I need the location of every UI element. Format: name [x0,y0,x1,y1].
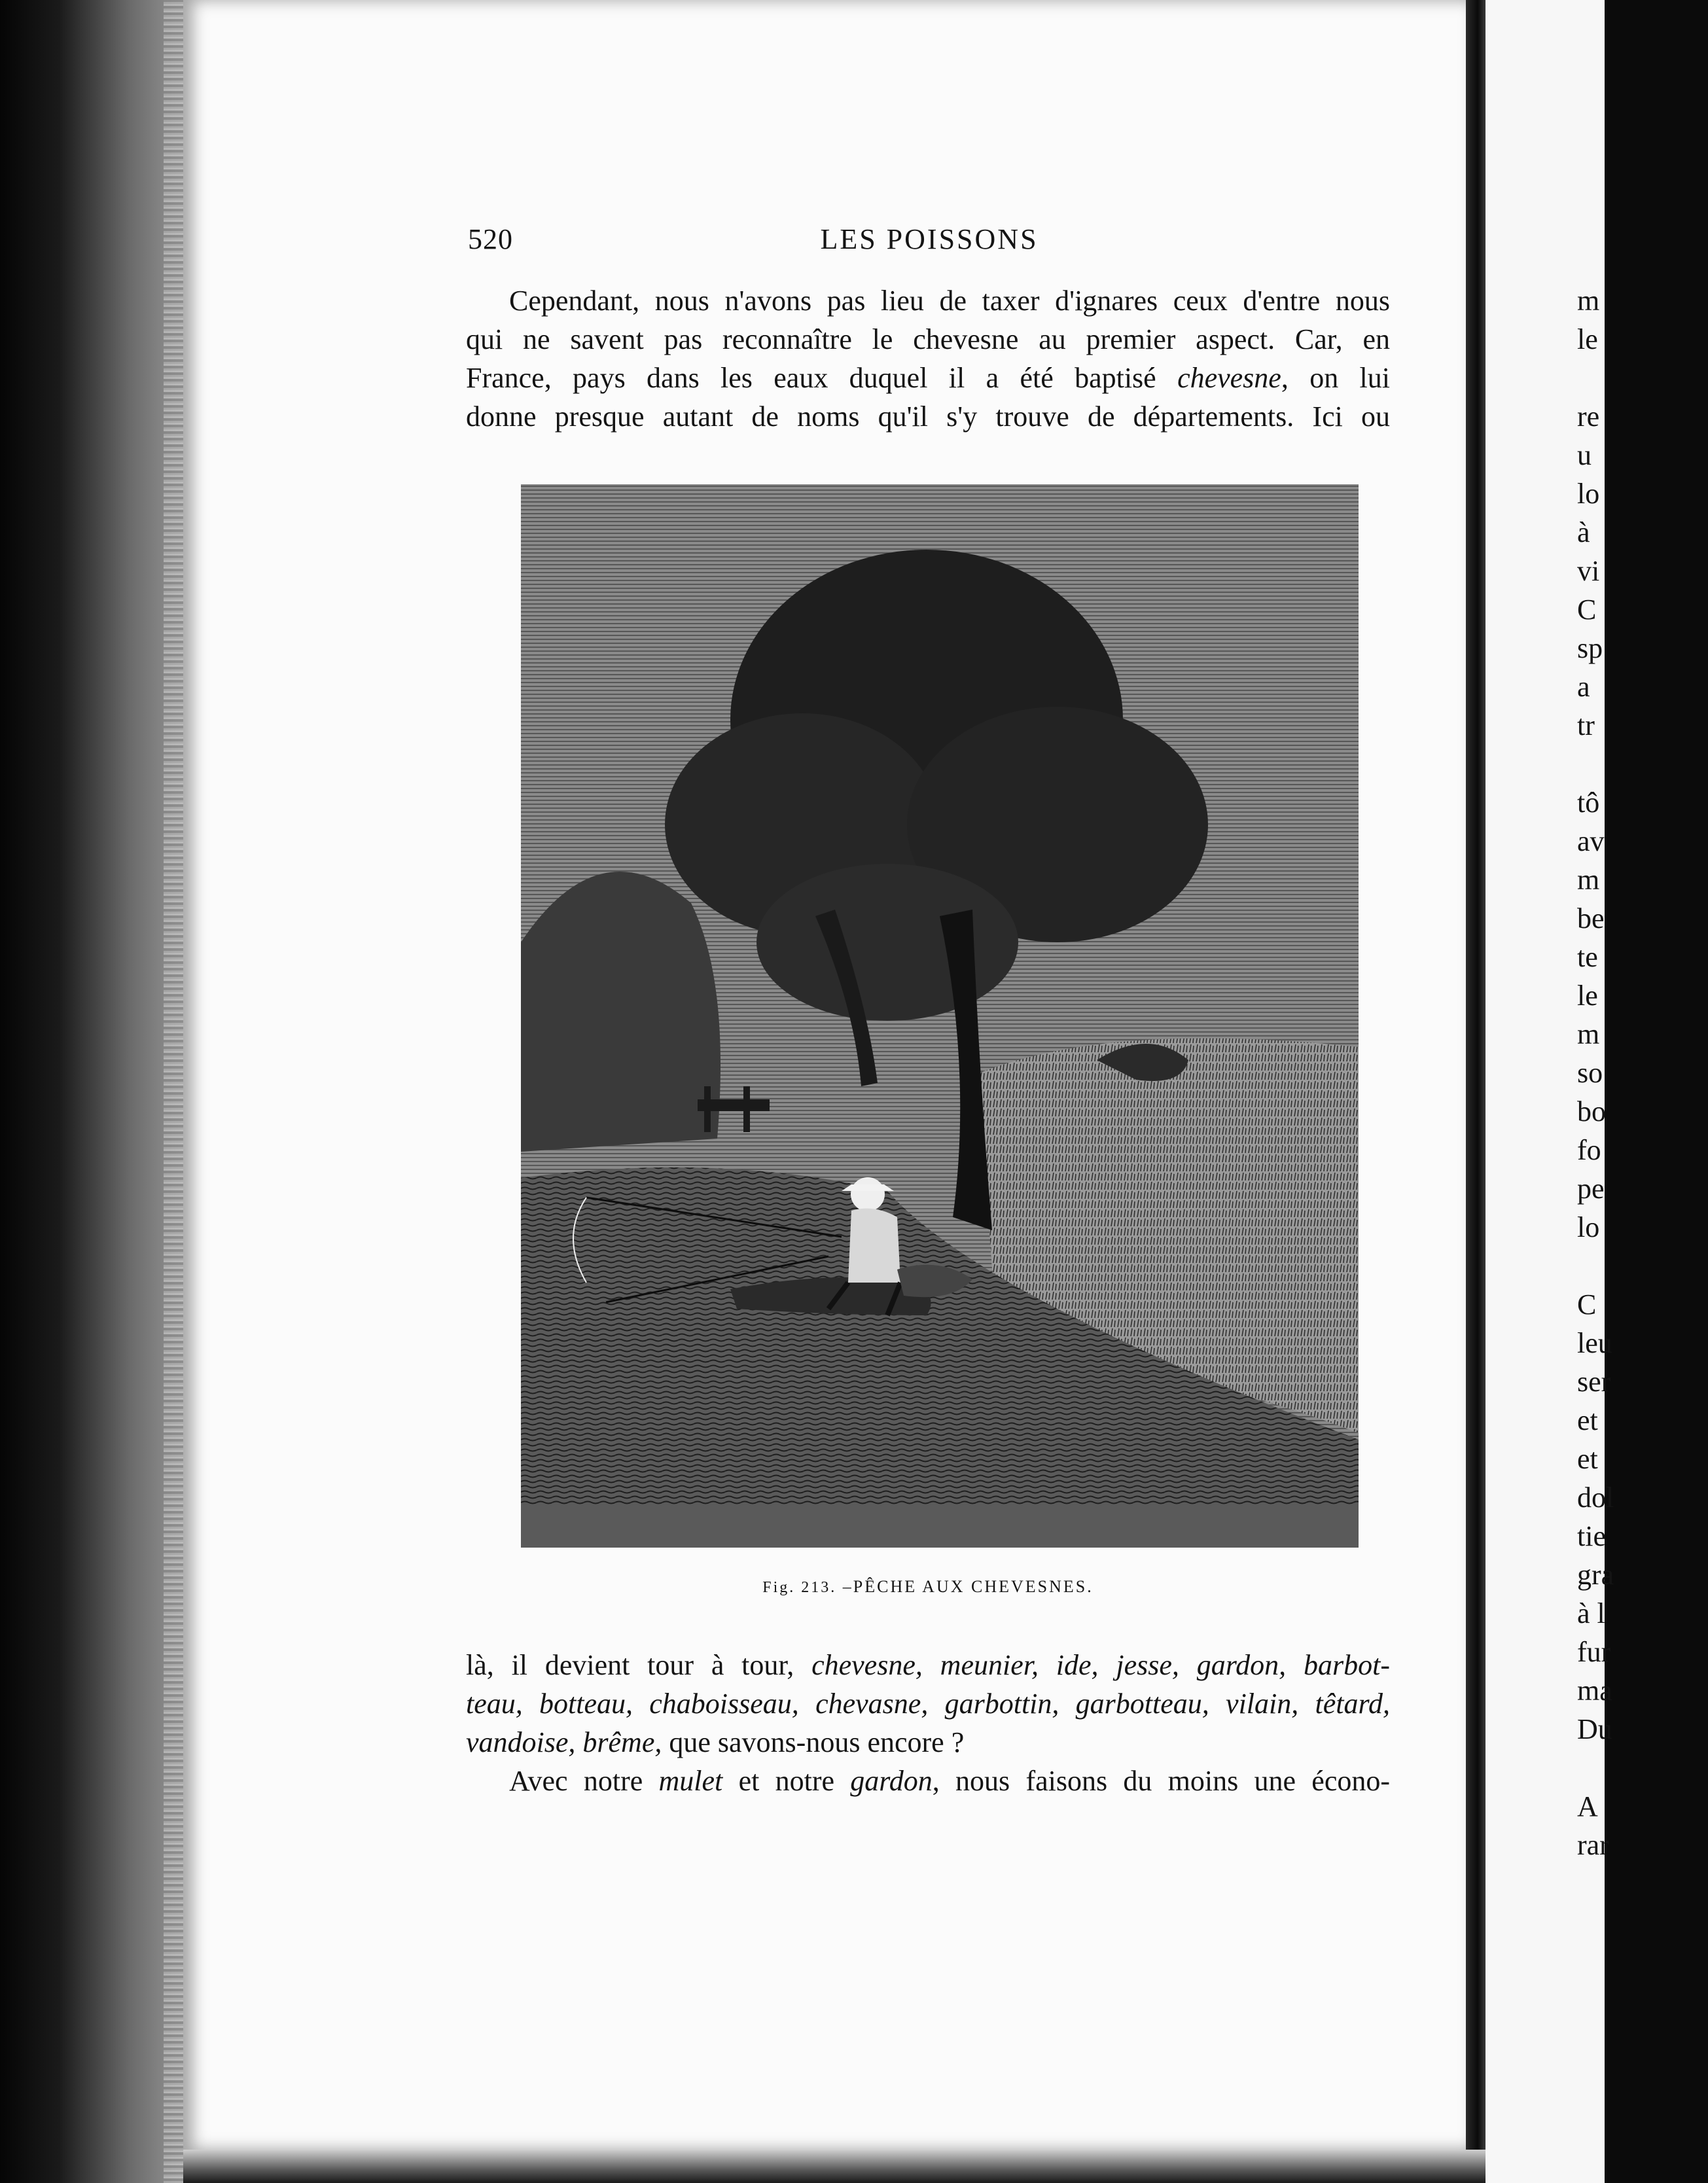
engraving-drawing [521,484,1359,1548]
facing-line-fragment: pe [1577,1173,1605,1205]
italic-term: chevesne [1177,362,1281,394]
facing-line-fragment: u [1577,439,1592,471]
facing-line-fragment: lo [1577,1211,1600,1243]
running-head [468,222,1391,262]
facing-line-fragment: be [1577,902,1605,934]
facing-line-fragment: a [1577,671,1590,703]
facing-line-fragment: dol [1577,1482,1614,1514]
text-line [466,359,1390,397]
facing-line-fragment: so [1577,1057,1603,1089]
facing-line-fragment: A [1577,1790,1598,1822]
facing-line-fragment: et [1577,1404,1598,1436]
facing-line-fragment: rar [1577,1829,1609,1861]
facing-line-fragment: leu [1577,1327,1612,1359]
facing-line-fragment [1577,359,1708,397]
facing-line-fragment [1577,1748,1708,1787]
text-segment: que savons-nous encore ? [662,1726,965,1758]
facing-line-fragment: te [1577,941,1598,973]
figure-caption [466,1577,1390,1597]
text-line: qui ne savent pas reconnaître le chevesne au premier aspect. Car, en [466,323,1390,355]
facing-line-fragment: av [1577,825,1605,857]
facing-line-fragment: à [1577,516,1590,548]
italic-term: mulet [658,1765,723,1797]
facing-line-fragment: C [1577,1288,1597,1321]
text-segment: , nous faisons du moins une écono- [932,1765,1390,1797]
facing-line-fragment: tr [1577,709,1595,741]
facing-line-fragment: bo [1577,1095,1606,1127]
facing-line-fragment: à l [1577,1597,1605,1629]
engraving-illustration [521,484,1359,1548]
page-bottom-edge [183,2150,1486,2183]
italic-terms: vandoise, brême, [466,1726,662,1758]
facing-line-fragment: re [1577,400,1600,433]
facing-line-fragment: fur [1577,1636,1611,1668]
figure-title: –PÊCHE AUX CHEVESNES. [842,1577,1094,1596]
text-line [466,1762,1390,1800]
facing-line-fragment: m [1577,285,1600,317]
facing-line-fragment: Du [1577,1713,1612,1745]
text-segment: , on lui [1281,362,1390,394]
facing-line-fragment [1577,1247,1708,1285]
text-segment: France, pays dans les eaux duquel il a été baptisé [466,362,1178,394]
text-segment: là, il devient tour à tour, [466,1649,812,1681]
text-line: donne presque autant de noms qu'il s'y trouve de départements. Ici ou [466,400,1390,433]
facing-line-fragment: ma [1577,1675,1612,1707]
text-line [466,1723,1390,1762]
page-number: 520 [468,223,513,255]
italic-term: gardon [850,1765,933,1797]
text-line: Cependant, nous n'avons pas lieu de taxer d'ignares ceux d'entre nous [509,285,1390,317]
facing-line-fragment: sp [1577,632,1603,664]
text-line [466,1684,1390,1723]
facing-line-fragment: et [1577,1443,1598,1475]
facing-line-fragment: gra [1577,1559,1614,1591]
figure-number: Fig. 213. [762,1579,837,1596]
facing-line-fragment: vi [1577,555,1600,587]
bottom-paragraph [466,1646,1390,1800]
facing-line-fragment: m [1577,1018,1600,1050]
facing-page-text [1577,281,1708,1864]
facing-line-fragment: tô [1577,787,1600,819]
facing-line-fragment: C [1577,594,1597,626]
facing-line-fragment: le [1577,323,1598,355]
facing-line-fragment: fo [1577,1134,1601,1166]
facing-line-fragment: tie [1577,1520,1606,1552]
text-segment: Avec notre [509,1765,659,1797]
facing-line-fragment: lo [1577,478,1600,510]
running-title: LES POISSONS [820,223,1039,255]
italic-terms: teau, botteau, chaboisseau, chevasne, garbottin, garbotteau, vilain, têtard, [466,1688,1390,1720]
book-gutter [1466,0,1486,2183]
top-paragraph [466,281,1390,436]
italic-terms: chevesne, meunier, ide, jesse, gardon, barbot- [811,1649,1390,1681]
facing-line-fragment [1577,745,1708,783]
text-line [466,1646,1390,1684]
facing-line-fragment: ser [1577,1366,1611,1398]
facing-line-fragment: m [1577,864,1600,896]
facing-line-fragment: le [1577,980,1598,1012]
text-segment: et notre [722,1765,851,1797]
